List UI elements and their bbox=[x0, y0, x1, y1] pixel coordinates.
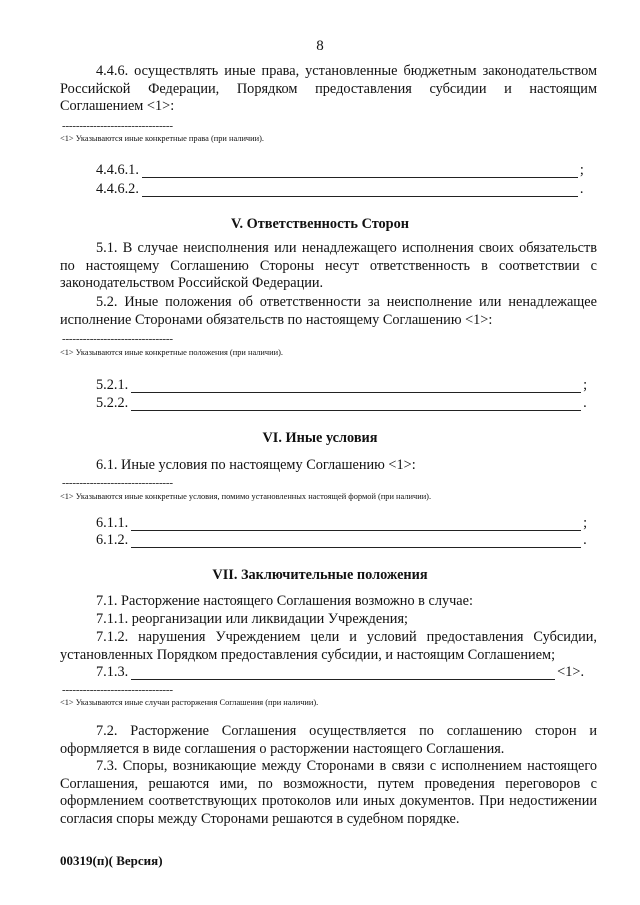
item-number: 5.2.1. bbox=[96, 377, 129, 394]
item-number: 4.4.6.2. bbox=[96, 181, 139, 198]
fill-line-row bbox=[60, 181, 597, 199]
clause-7-1: 7.1. Расторжение настоящего Соглашения возможно в случае: bbox=[96, 593, 473, 609]
footnote-separator: -------------------------------- bbox=[62, 684, 173, 696]
footnote-separator: -------------------------------- bbox=[62, 120, 173, 132]
blank-line bbox=[131, 532, 581, 548]
item-end: <1>. bbox=[557, 664, 585, 681]
clause-4-4-6: 4.4.6. осуществлять иные права, установленные бюджетным законодательством Российской Федерации, Порядком предоставления субсидии и настоящим Соглашением <1>: bbox=[60, 63, 597, 115]
clause-5-1: 5.1. В случае неисполнения или ненадлежащего исполнения своих обязательств по настоящему Соглашению Стороны несут ответственность в соответствии с законодательством Российской Федерации. bbox=[60, 240, 597, 292]
item-end: ; bbox=[583, 515, 588, 532]
item-number: 6.1.2. bbox=[96, 532, 129, 549]
clause-5-2: 5.2. Иные положения об ответственности за неисполнение или ненадлежащее исполнение Сторонами обязательств по настоящему Соглашению <1>: bbox=[60, 294, 597, 328]
blank-line bbox=[131, 377, 581, 393]
clause-7-3: 7.3. Споры, возникающие между Сторонами в связи с исполнением настоящего Соглашения, решаются ими, по возможности, путем проведения переговоров с оформлением соответствующих протоколов или иных документов. При недостижении согласия споры между Сторонами решаются в судебном порядке. bbox=[60, 758, 597, 828]
document-code: 00319(п)( Версия) bbox=[60, 853, 163, 868]
footnote: <1> Указываются иные конкретные условия, помимо установленных настоящей формой (при наличии). bbox=[60, 492, 432, 501]
item-number: 6.1.1. bbox=[96, 515, 129, 532]
section-heading-v: V. Ответственность Сторон bbox=[230, 216, 410, 232]
section-heading-vii: VII. Заключительные положения bbox=[212, 567, 428, 583]
blank-line bbox=[131, 515, 581, 531]
clause-7-1-2: 7.1.2. нарушения Учреждением цели и условий предоставления Субсидии, установленных Порядком предоставления субсидии, и настоящим Соглашением; bbox=[60, 629, 597, 663]
item-end: ; bbox=[583, 377, 588, 394]
fill-line-row bbox=[60, 377, 597, 395]
blank-line bbox=[142, 162, 578, 178]
blank-line bbox=[142, 181, 578, 197]
fill-line-row bbox=[60, 395, 597, 413]
footnote: <1> Указываются иные конкретные положения (при наличии). bbox=[60, 348, 283, 357]
item-number: 4.4.6.1. bbox=[96, 162, 139, 179]
item-end: . bbox=[583, 395, 587, 412]
item-end: . bbox=[583, 532, 587, 549]
footnote: <1> Указываются иные случаи расторжения Соглашения (при наличии). bbox=[60, 698, 319, 707]
item-number: 7.1.3. bbox=[96, 664, 129, 681]
item-number: 5.2.2. bbox=[96, 395, 129, 412]
footnote-separator: -------------------------------- bbox=[62, 333, 173, 345]
fill-line-row bbox=[60, 532, 597, 550]
fill-line-row bbox=[60, 162, 597, 180]
section-heading-vi: VI. Иные условия bbox=[262, 430, 378, 446]
blank-line bbox=[131, 395, 581, 411]
page-number: 8 bbox=[316, 38, 324, 54]
item-end: ; bbox=[579, 162, 584, 179]
fill-line-row bbox=[60, 664, 597, 682]
item-end: . bbox=[579, 181, 584, 198]
clause-7-1-1: 7.1.1. реорганизации или ликвидации Учреждения; bbox=[96, 611, 409, 627]
footnote-separator: -------------------------------- bbox=[62, 477, 173, 489]
clause-6-1: 6.1. Иные условия по настоящему Соглашению <1>: bbox=[96, 457, 416, 473]
footnote: <1> Указываются иные конкретные права (при наличии). bbox=[60, 134, 264, 143]
fill-line-row bbox=[60, 515, 597, 533]
blank-line bbox=[131, 664, 555, 680]
clause-7-2: 7.2. Расторжение Соглашения осуществляется по соглашению сторон и оформляется в виде соглашения о расторжении настоящего Соглашения. bbox=[60, 723, 597, 757]
